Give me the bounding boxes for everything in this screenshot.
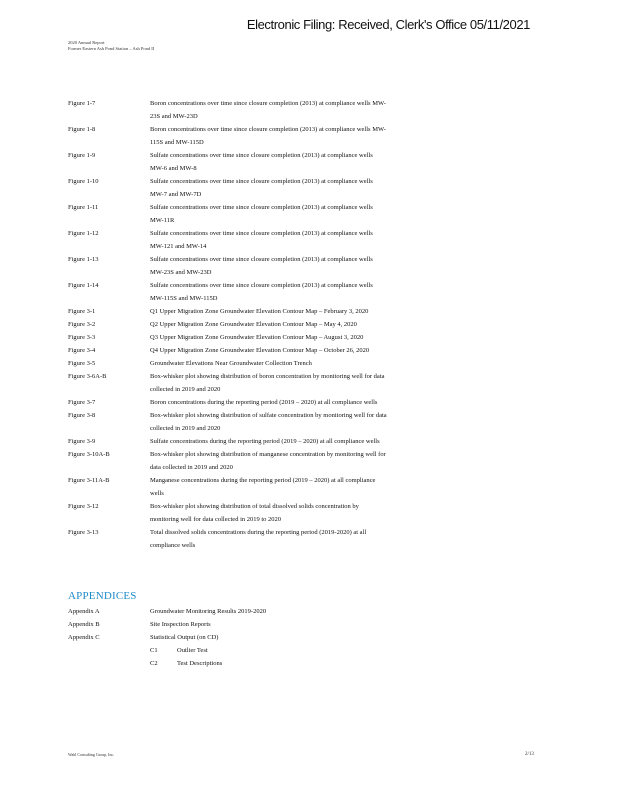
figure-entry-label: Figure 1-12 — [68, 230, 99, 237]
figure-entry-label: Figure 1-11 — [68, 204, 99, 211]
figure-entry-label: Figure 1-7 — [68, 100, 96, 107]
appendices-heading: APPENDICES — [68, 590, 137, 602]
figure-entry — [68, 474, 388, 500]
appendix-entry — [68, 631, 388, 644]
appendix-entry-label: Appendix B — [68, 621, 100, 628]
electronic-filing-stamp: Electronic Filing: Received, Clerk's Office 05/11/2021 — [246, 17, 530, 32]
figure-entry-label: Figure 1-8 — [68, 126, 96, 133]
figure-entry — [68, 357, 388, 370]
figure-entry-label: Figure 3-9 — [68, 438, 96, 445]
figure-entry-description: Sulfate concentrations over time since closure completion (2013) at compliance wells MW-7 and MW-7D — [150, 178, 373, 198]
figure-entry — [68, 149, 388, 175]
figure-entry-description: Total dissolved solids concentrations during the reporting period (2019-2020) at all compliance wells — [150, 529, 367, 549]
appendix-entry-label: Appendix C — [68, 634, 100, 641]
figure-entry-label: Figure 3-7 — [68, 399, 96, 406]
figure-entry-description: Sulfate concentrations over time since closure completion (2013) at compliance wells MW-6 and MW-8 — [150, 152, 373, 172]
figure-entry-description: Box-whisker plot showing distribution of total dissolved solids concentration by monitoring well for data collected in 2019 to 2020 — [150, 503, 359, 523]
figure-entry-description: Sulfate concentrations over time since closure completion (2013) at compliance wells MW-115S and MW-115D — [150, 282, 373, 302]
figure-entry — [68, 500, 388, 526]
figure-entry — [68, 123, 388, 149]
figure-entry-description: Q2 Upper Migration Zone Groundwater Elevation Contour Map – May 4, 2020 — [150, 321, 357, 328]
footer-company: Wahl Consulting Group, Inc. — [68, 752, 115, 757]
appendix-c-item — [68, 644, 388, 657]
figure-entry-label: Figure 3-10A-B — [68, 451, 110, 458]
figure-entry — [68, 175, 388, 201]
figure-entry-label: Figure 3-12 — [68, 503, 99, 510]
appendix-entry — [68, 618, 388, 631]
figure-entry-label: Figure 1-10 — [68, 178, 99, 185]
indent-spacer — [68, 657, 150, 670]
figure-entry-description: Boron concentrations over time since closure completion (2013) at compliance wells MW-23S and MW-23D — [150, 100, 386, 120]
figure-entry-description: Q3 Upper Migration Zone Groundwater Elevation Contour Map – August 3, 2020 — [150, 334, 364, 341]
figure-entry-description: Sulfate concentrations over time since closure completion (2013) at compliance wells MW-121 and MW-14 — [150, 230, 373, 250]
report-header-line-2: Former Eastern Ash Pond Station – Ash Pond II — [68, 46, 155, 51]
appendix-entry-description: Site Inspection Reports — [150, 621, 211, 628]
figure-entry — [68, 97, 388, 123]
figure-entry — [68, 227, 388, 253]
figure-entry-label: Figure 1-9 — [68, 152, 96, 159]
figure-entry-description: Q4 Upper Migration Zone Groundwater Elevation Contour Map – October 26, 2020 — [150, 347, 370, 354]
page-number: 2/13 — [525, 752, 534, 757]
figure-list — [68, 97, 388, 552]
figure-entry-description: Groundwater Elevations Near Groundwater Collection Trench — [150, 360, 312, 367]
figure-entry-label: Figure 1-13 — [68, 256, 99, 263]
figure-entry-label: Figure 3-1 — [68, 308, 96, 315]
appendix-c-item-code: C2 — [150, 660, 158, 667]
figure-entry-description: Q1 Upper Migration Zone Groundwater Elevation Contour Map – February 3, 2020 — [150, 308, 369, 315]
figure-entry-label: Figure 3-2 — [68, 321, 96, 328]
appendix-entry-description: Groundwater Monitoring Results 2019-2020 — [150, 608, 267, 615]
figure-entry-label: Figure 3-6A-B — [68, 373, 107, 380]
appendix-c-item-code: C1 — [150, 647, 158, 654]
figure-entry-label: Figure 3-11A-B — [68, 477, 110, 484]
figure-entry-description: Sulfate concentrations over time since closure completion (2013) at compliance wells MW-23S and MW-23D — [150, 256, 373, 276]
figure-entry-description: Boron concentrations during the reporting period (2019 – 2020) at all compliance wells — [150, 399, 378, 406]
figure-entry-label: Figure 3-8 — [68, 412, 96, 419]
figure-entry-description: Manganese concentrations during the reporting period (2019 – 2020) at all compliance wells — [150, 477, 376, 497]
figure-entry — [68, 526, 388, 552]
figure-entry-description: Sulfate concentrations during the reporting period (2019 – 2020) at all compliance wells — [150, 438, 380, 445]
figure-entry — [68, 370, 388, 396]
figure-entry-label: Figure 3-4 — [68, 347, 96, 354]
figure-entry-label: Figure 3-13 — [68, 529, 99, 536]
figure-entry — [68, 409, 388, 435]
figure-entry — [68, 318, 388, 331]
appendix-list — [68, 605, 388, 670]
figure-entry-description: Box-whisker plot showing distribution of sulfate concentration by monitoring well for data collected in 2019 and 2020 — [150, 412, 387, 432]
figure-entry-label: Figure 1-14 — [68, 282, 99, 289]
appendix-c-item-description: Test Descriptions — [177, 660, 223, 667]
figure-entry — [68, 331, 388, 344]
appendix-entry — [68, 605, 388, 618]
figure-entry — [68, 279, 388, 305]
appendix-c-item — [68, 657, 388, 670]
indent-spacer — [68, 644, 150, 657]
report-header-line-1: 2020 Annual Report — [68, 40, 105, 45]
figure-entry — [68, 305, 388, 318]
figure-entry-label: Figure 3-5 — [68, 360, 96, 367]
appendix-entry-description: Statistical Output (on CD) — [150, 634, 219, 641]
appendix-entry-label: Appendix A — [68, 608, 100, 615]
figure-entry-description: Sulfate concentrations over time since closure completion (2013) at compliance wells MW-11R — [150, 204, 373, 224]
figure-entry-label: Figure 3-3 — [68, 334, 96, 341]
figure-entry — [68, 201, 388, 227]
figure-entry — [68, 396, 388, 409]
appendix-c-item-description: Outlier Test — [177, 647, 208, 654]
figure-entry — [68, 448, 388, 474]
figure-entry-description: Box-whisker plot showing distribution of boron concentration by monitoring well for data collected in 2019 and 2020 — [150, 373, 385, 393]
figure-entry — [68, 253, 388, 279]
figure-entry — [68, 435, 388, 448]
figure-entry-description: Box-whisker plot showing distribution of manganese concentration by monitoring well for data collected in 2019 and 2020 — [150, 451, 386, 471]
figure-entry — [68, 344, 388, 357]
figure-entry-description: Boron concentrations over time since closure completion (2013) at compliance wells MW-115S and MW-115D — [150, 126, 386, 146]
